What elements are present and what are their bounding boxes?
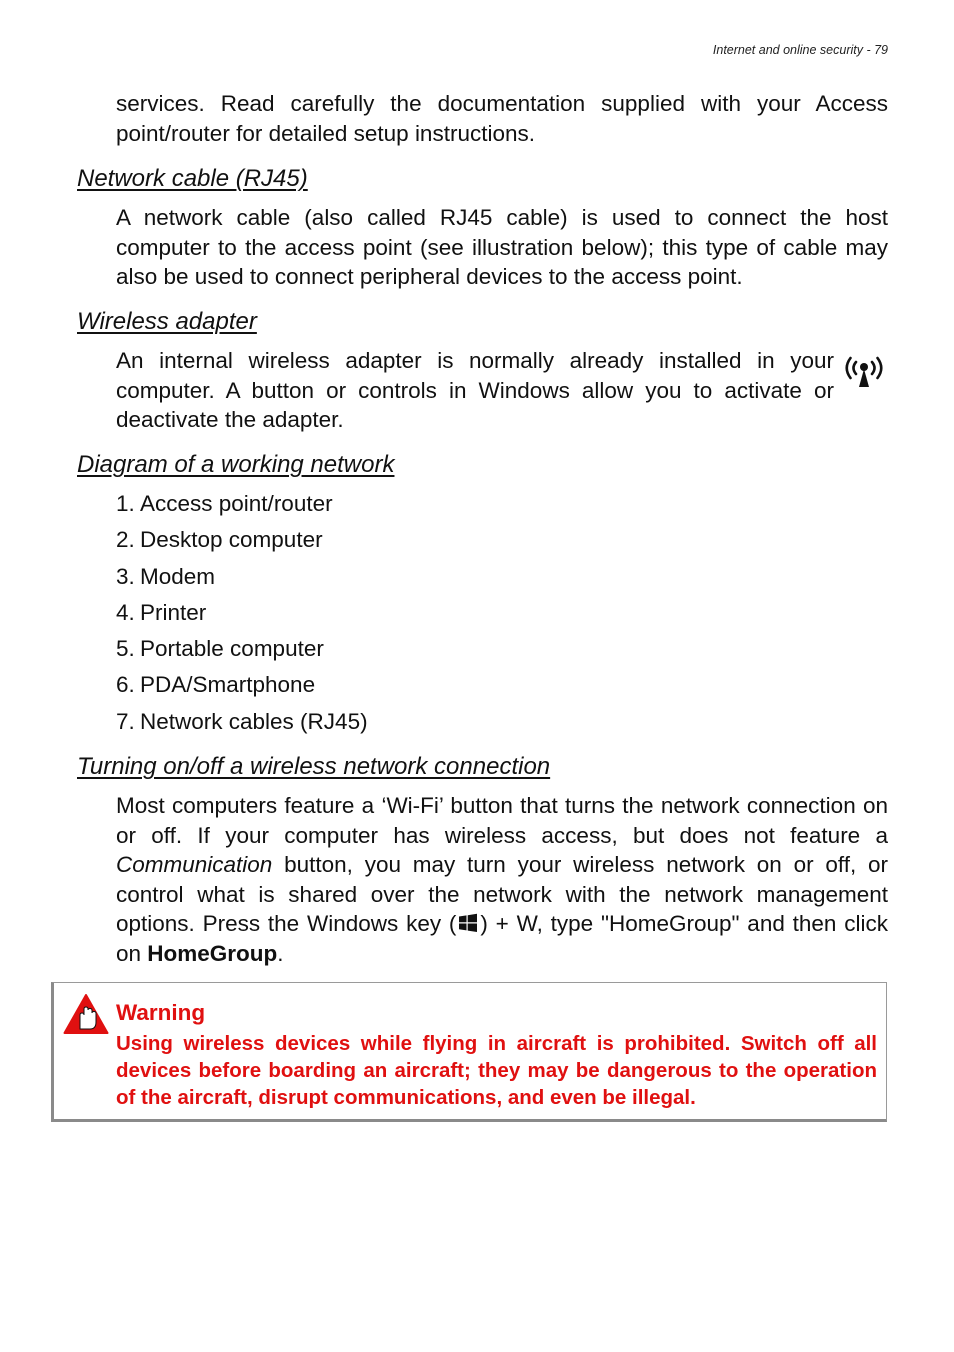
homegroup-term: HomeGroup [147,940,278,966]
list-item: 5. Portable computer [116,636,324,662]
running-header: Internet and online security - 79 [712,43,888,57]
list-item: 1. Access point/router [116,491,333,516]
list-item: 4. Printer [116,599,207,625]
intro-paragraph: services. Read carefully the documentation supplied with your Access point/router for detailed setup instructions. [116,91,888,146]
warning-text: Using wireless devices while flying in aircraft is prohibited. Switch off all devices before boarding an aircraft; they may be dangerous to the operation of the aircraft, disrupt communications, and even be illegal. [116,1032,877,1109]
turning-paragraph: Most computers feature a ‘Wi-Fi’ button that turns the network connection on or off. If your computer has wireless access, but does not feature a Communication button, you may turn your wireless network on or off, or control what is shared over the network with the network management options. Press the Windows key ( ) + W, type "HomeGroup" and then click on HomeGroup. [116,793,888,966]
wireless-icon [843,353,885,389]
list-item: 2. Desktop computer [116,527,323,553]
heading-turning-on-off: Turning on/off a wireless network connection [77,753,551,780]
windows-key-icon [458,913,478,933]
list-item: 3. Modem [116,563,216,589]
warning-title: Warning [116,1000,206,1025]
wireless-adapter-paragraph: An internal wireless adapter is normally already installed in your computer. A button or controls in Windows allow you to activate or deactivate the adapter. [116,348,834,432]
list-item: 6. PDA/Smartphone [116,672,316,698]
heading-diagram: Diagram of a working network [77,451,395,478]
heading-wireless-adapter: Wireless adapter [77,308,257,335]
network-cable-paragraph: A network cable (also called RJ45 cable) is used to connect the host computer to the access point (see illustration below); this type of cable may also be used to connect peripheral devices to the access point. [116,205,888,289]
diagram-list [116,488,368,742]
communication-term: Communication [116,852,273,877]
list-item: 7. Network cables (RJ45) [116,708,368,734]
heading-network-cable: Network cable (RJ45) [77,165,308,192]
warning-hand-icon [63,993,109,1035]
warning-box [51,982,887,1122]
